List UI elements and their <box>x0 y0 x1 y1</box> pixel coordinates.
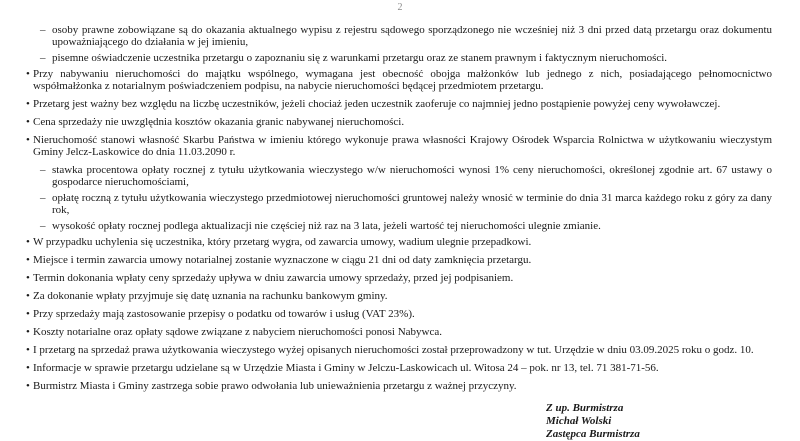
signature-block <box>546 402 772 441</box>
list-item <box>40 220 772 232</box>
bullet-marker: • <box>26 134 30 146</box>
list-item <box>40 192 772 216</box>
signature-line: Z up. Burmistrza <box>546 402 624 414</box>
list-item-text: Burmistrz Miasta i Gminy zastrzega sobie prawo odwołania lub unieważnienia przetargu z ważnej przyczyny. <box>33 380 517 392</box>
list-item <box>26 254 772 266</box>
bullet-marker: • <box>26 380 30 392</box>
dash-marker: – <box>40 192 46 204</box>
bullet-marker: • <box>26 236 30 248</box>
list-item-text: pisemne oświadczenie uczestnika przetargu o zapoznaniu się z warunkami przetargu oraz ze stanem prawnym i faktycznym nieruchomości. <box>52 52 668 64</box>
signature-line: Michał Wolski <box>546 415 612 427</box>
bullet-marker: • <box>26 98 30 110</box>
list-item-text: Przy nabywaniu nieruchomości do majątku wspólnego, wymagana jest obecność obojga małżonków lub jednego z nich, posiadającego pełnomocnictwo współmałżonka z notarialnym poświadczeniem podpisu, na nabycie nieruchomości będącej przedmiotem przetargu. <box>33 68 772 92</box>
list-item <box>40 24 772 48</box>
list-item-text: Miejsce i termin zawarcia umowy notarialnej zostanie wyznaczone w ciągu 21 dni od daty zamknięcia przetargu. <box>33 254 532 266</box>
page-number: 2 <box>397 2 403 13</box>
list-item <box>26 116 772 128</box>
list-item-text: Informacje w sprawie przetargu udzielane są w Urzędzie Miasta i Gminy w Jelczu-Laskowicach ul. Witosa 24 – pok. nr 13, tel. 71 381-71-56. <box>33 362 659 374</box>
list-item <box>26 326 772 338</box>
bullet-marker: • <box>26 362 30 374</box>
list-item <box>26 362 772 374</box>
list-item <box>26 290 772 302</box>
list-item <box>26 98 772 110</box>
list-item <box>26 308 772 320</box>
list-item-text: wysokość opłaty rocznej podlega aktualizacji nie częściej niż raz na 3 lata, jeżeli wartość tej nieruchomości ulegnie zmianie. <box>52 220 601 232</box>
bullet-marker: • <box>26 68 30 80</box>
list-item-text: stawka procentowa opłaty rocznej z tytułu użytkowania wieczystego w/w nieruchomości wynosi 1% ceny nieruchomości, określonej zgodnie art. 67 ustawy o gospodarce nieruchomościami, <box>52 164 772 188</box>
list-item <box>40 164 772 188</box>
list-item <box>26 344 772 356</box>
list-item-text: Koszty notarialne oraz opłaty sądowe związane z nabyciem nieruchomości ponosi Nabywca. <box>33 326 442 338</box>
bullet-marker: • <box>26 344 30 356</box>
dash-marker: – <box>40 52 46 64</box>
signature-line: Zastępca Burmistrza <box>546 428 640 440</box>
bullet-marker: • <box>26 290 30 302</box>
list-item <box>26 272 772 284</box>
list-item-text: Za dokonanie wpłaty przyjmuje się datę uznania na rachunku bankowym gminy. <box>33 290 388 302</box>
dash-marker: – <box>40 164 46 176</box>
list-item <box>26 236 772 248</box>
dash-marker: – <box>40 24 46 36</box>
list-item-text: Przy sprzedaży mają zastosowanie przepisy o podatku od towarów i usług (VAT 23%). <box>33 308 415 320</box>
list-item-text: opłatę roczną z tytułu użytkowania wieczystego przedmiotowej nieruchomości gruntowej należy wnosić w terminie do dnia 31 marca każdego roku z góry za dany rok, <box>52 192 772 216</box>
list-item-text: Przetarg jest ważny bez względu na liczbę uczestników, jeżeli chociaż jeden uczestnik zaoferuje co najmniej jedno postąpienie powyżej ceny wywoławczej. <box>33 98 721 110</box>
list-item <box>26 380 772 392</box>
document-body <box>26 24 772 441</box>
list-item <box>40 52 772 64</box>
list-item-text: W przypadku uchylenia się uczestnika, który przetarg wygra, od zawarcia umowy, wadium ulegnie przepadkowi. <box>33 236 532 248</box>
bullet-marker: • <box>26 272 30 284</box>
dash-marker: – <box>40 220 46 232</box>
list-item <box>26 68 772 92</box>
list-item-text: Cena sprzedaży nie uwzględnia kosztów okazania granic nabywanej nieruchomości. <box>33 116 405 128</box>
list-item-text: I przetarg na sprzedaż prawa użytkowania wieczystego wyżej opisanych nieruchomości został przeprowadzony w tut. Urzędzie w dniu 03.09.2025 roku o godz. 10. <box>33 344 754 356</box>
list-item-text: Termin dokonania wpłaty ceny sprzedaży upływa w dniu zawarcia umowy sprzedaży, przed jej podpisaniem. <box>33 272 514 284</box>
bullet-marker: • <box>26 326 30 338</box>
list-item-text: osoby prawne zobowiązane są do okazania aktualnego wypisu z rejestru sądowego sporządzonego nie wcześniej niż 3 dni przed datą przetargu oraz dokumentu upoważniającego do działania w jej imieniu, <box>52 24 772 48</box>
bullet-marker: • <box>26 254 30 266</box>
bullet-marker: • <box>26 116 30 128</box>
bullet-marker: • <box>26 308 30 320</box>
list-item-text: Nieruchomość stanowi własność Skarbu Państwa w imieniu którego wykonuje prawa własności Krajowy Ośrodek Wsparcia Rolnictwa w użytkowaniu wieczystym Gminy Jelcz-Laskowice do dnia 11.03.2090 r. <box>33 134 772 158</box>
list-item <box>26 134 772 158</box>
